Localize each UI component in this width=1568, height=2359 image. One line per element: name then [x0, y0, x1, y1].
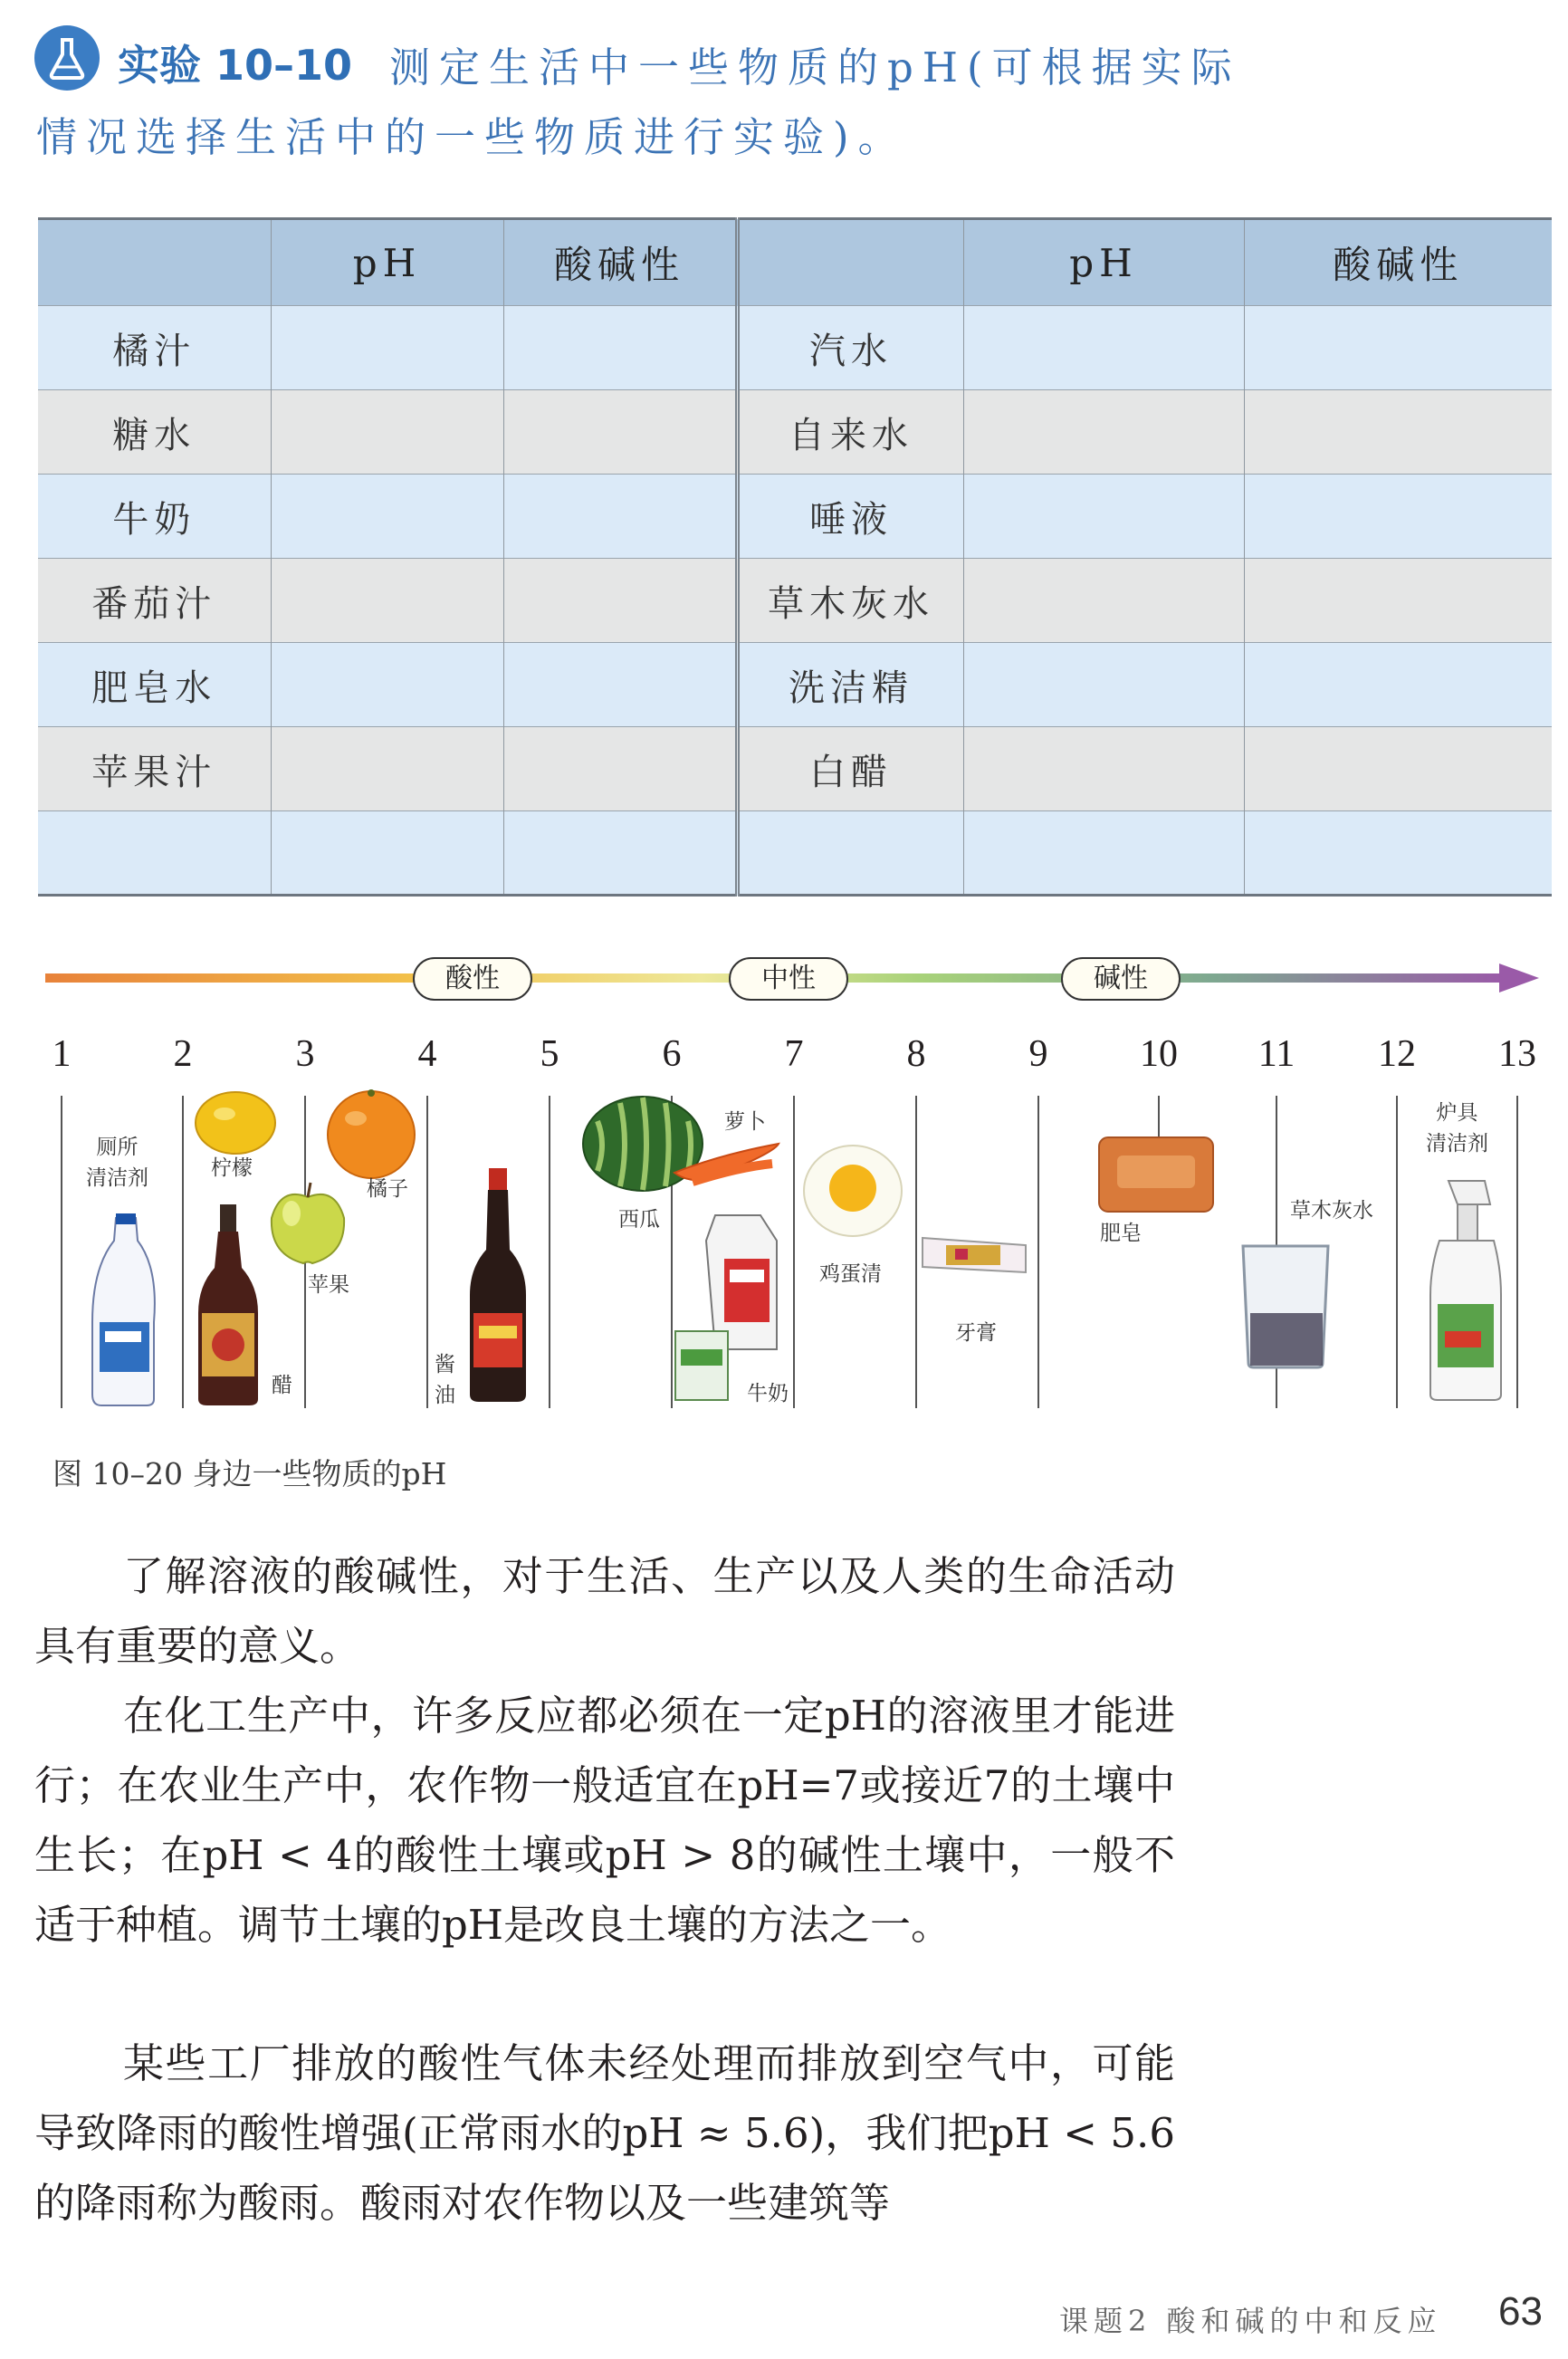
substance-cell: 汽水: [737, 306, 963, 390]
substance-cell: 洗洁精: [737, 643, 963, 727]
paragraph-text: 了解溶液的酸碱性，对于生活、生产以及人类的生命活动具有重要的意义。: [34, 1552, 1175, 1670]
label-lemon: 柠檬: [211, 1156, 253, 1180]
table-row: [38, 306, 1552, 390]
experiment-label: 实验 10–10: [118, 41, 353, 90]
scale-tick: [426, 1096, 428, 1408]
milk-carton-icon: [670, 1213, 788, 1404]
label-apple: 苹果: [308, 1273, 349, 1297]
acidity-input-cell[interactable]: [1244, 390, 1552, 475]
header-cell-ph: pH: [963, 219, 1244, 306]
ph-number-12: 12: [1378, 1033, 1416, 1075]
substance-cell: 牛奶: [38, 475, 271, 559]
ph-input-cell[interactable]: [963, 559, 1244, 643]
body-paragraph-2: [34, 1681, 1175, 1960]
table-row: [38, 475, 1552, 559]
header-cell: [38, 219, 271, 306]
egg-white-icon: [801, 1141, 905, 1241]
scale-tick: [182, 1096, 184, 1408]
acidity-input-cell[interactable]: [1244, 643, 1552, 727]
acidity-input-cell[interactable]: [1244, 559, 1552, 643]
ph-input-cell[interactable]: [963, 390, 1244, 475]
label-soap: 肥皂: [1100, 1222, 1142, 1245]
table-row-empty: [38, 811, 1552, 896]
scale-tick: [915, 1096, 917, 1408]
soap-bar-icon: [1095, 1132, 1218, 1218]
ph-input-cell[interactable]: [963, 306, 1244, 390]
ph-input-cell[interactable]: [963, 643, 1244, 727]
substance-cell: 苹果汁: [38, 727, 271, 811]
ph-number-10: 10: [1140, 1033, 1178, 1075]
page-number: 63: [1498, 2289, 1543, 2334]
body-paragraph-1: [34, 1541, 1175, 1681]
experiment-text-line1: 测定生活中一些物质的pH(可根据实际: [389, 43, 1241, 91]
ph-input-cell[interactable]: [271, 559, 503, 643]
ph-number-3: 3: [295, 1033, 315, 1075]
label-orange: 橘子: [367, 1177, 408, 1201]
beaker-ash-water-icon: [1236, 1241, 1335, 1372]
ph-number-8: 8: [906, 1033, 926, 1075]
acidity-input-cell[interactable]: [1244, 727, 1552, 811]
ph-input-cell[interactable]: [271, 475, 503, 559]
footer-lesson-title: 课题2 酸和碱的中和反应: [1059, 2304, 1442, 2338]
substance-cell[interactable]: [38, 811, 271, 896]
ph-input-cell[interactable]: [271, 727, 503, 811]
ph-number-2: 2: [173, 1033, 193, 1075]
table-row: [38, 390, 1552, 475]
acidity-input-cell[interactable]: [503, 643, 737, 727]
ph-number-5: 5: [540, 1033, 559, 1075]
table-row: [38, 643, 1552, 727]
table-row: [38, 727, 1552, 811]
soy-sauce-bottle-icon: [466, 1168, 530, 1404]
toothpaste-icon: [919, 1227, 1032, 1281]
label-soy-sauce: 酱 油: [435, 1353, 455, 1407]
neutral-region-label: 中性: [729, 957, 848, 1001]
substance-cell: 草木灰水: [737, 559, 963, 643]
ph-record-table: [38, 217, 1552, 897]
acidity-input-cell[interactable]: [503, 306, 737, 390]
table-row: [38, 559, 1552, 643]
toilet-cleaner-bottle-icon: [81, 1213, 172, 1408]
acid-region-label: 酸性: [413, 957, 532, 1001]
body-paragraph-3: [34, 2028, 1175, 2238]
scale-tick: [1037, 1096, 1039, 1408]
substance-cell: 橘汁: [38, 306, 271, 390]
acidity-input-cell[interactable]: [1244, 475, 1552, 559]
paragraph-text: 在化工生产中，许多反应都必须在一定pH的溶液里才能进行；在农业生产中，农作物一般适宜在pH=7或接近7的土壤中生长；在pH < 4的酸性土壤或pH > 8的碱性土壤中，一般不适于种植。调节土壤的pH是改良土壤的方法之一。: [34, 1692, 1175, 1949]
label-vinegar: 醋: [272, 1374, 292, 1397]
paragraph-text: 某些工厂排放的酸性气体未经处理而排放到空气中，可能导致降雨的酸性增强(正常雨水的pH ≈ 5.6)，我们把pH < 5.6的降雨称为酸雨。酸雨对农作物以及一些建筑等: [34, 2039, 1175, 2227]
ph-input-cell[interactable]: [271, 390, 503, 475]
scale-tick: [61, 1096, 62, 1408]
flask-icon: [34, 25, 100, 91]
scale-tick: [549, 1096, 550, 1408]
ph-number-1: 1: [52, 1033, 72, 1075]
substance-cell: 肥皂水: [38, 643, 271, 727]
ph-number-4: 4: [417, 1033, 437, 1075]
substance-cell: 糖水: [38, 390, 271, 475]
ph-number-9: 9: [1028, 1033, 1048, 1075]
header-cell-acidity: 酸碱性: [1244, 219, 1552, 306]
substance-cell[interactable]: [737, 811, 963, 896]
acidity-input-cell[interactable]: [1244, 811, 1552, 896]
label-ash-water: 草木灰水: [1290, 1199, 1373, 1223]
header-cell-acidity: 酸碱性: [503, 219, 737, 306]
figure-caption: 图 10–20 身边一些物质的pH: [53, 1456, 447, 1491]
acidity-input-cell[interactable]: [503, 559, 737, 643]
ph-input-cell[interactable]: [271, 306, 503, 390]
ph-input-cell[interactable]: [963, 811, 1244, 896]
acidity-input-cell[interactable]: [503, 811, 737, 896]
label-milk: 牛奶: [747, 1382, 789, 1405]
scale-tick: [793, 1096, 795, 1408]
radish-icon: [665, 1136, 783, 1191]
apple-icon: [263, 1177, 353, 1268]
vinegar-bottle-icon: [195, 1204, 263, 1408]
ph-input-cell[interactable]: [271, 643, 503, 727]
header-cell-ph: pH: [271, 219, 503, 306]
oven-cleaner-spray-icon: [1421, 1177, 1507, 1404]
experiment-text-line2: 情况选择生活中的一些物质进行实验)。: [36, 113, 908, 161]
label-watermelon: 西瓜: [618, 1208, 660, 1232]
ph-number-13: 13: [1498, 1033, 1536, 1075]
label-egg-white: 鸡蛋清: [819, 1262, 882, 1286]
label-toilet-cleaner: 厕所 清洁剂: [86, 1136, 148, 1190]
substance-cell: 唾液: [737, 475, 963, 559]
ph-number-6: 6: [662, 1033, 682, 1075]
ph-input-cell[interactable]: [963, 475, 1244, 559]
label-oven-cleaner: 炉具 清洁剂: [1426, 1101, 1488, 1156]
base-region-label: 碱性: [1061, 957, 1181, 1001]
label-toothpaste: 牙膏: [955, 1321, 997, 1345]
ph-number-7: 7: [784, 1033, 804, 1075]
substance-cell: 番茄汁: [38, 559, 271, 643]
ph-number-11: 11: [1257, 1033, 1296, 1075]
ph-input-cell[interactable]: [271, 811, 503, 896]
lemon-icon: [190, 1087, 281, 1159]
acidity-input-cell[interactable]: [503, 390, 737, 475]
acidity-input-cell[interactable]: [503, 475, 737, 559]
ph-input-cell[interactable]: [963, 727, 1244, 811]
scale-tick: [1516, 1096, 1518, 1408]
acidity-input-cell[interactable]: [503, 727, 737, 811]
scale-tick: [1396, 1096, 1398, 1408]
header-cell: [737, 219, 963, 306]
orange-icon: [321, 1082, 421, 1182]
substance-cell: 白醋: [737, 727, 963, 811]
substance-cell: 自来水: [737, 390, 963, 475]
table-header-row: [38, 219, 1552, 306]
acidity-input-cell[interactable]: [1244, 306, 1552, 390]
label-radish: 萝卜: [724, 1110, 766, 1134]
